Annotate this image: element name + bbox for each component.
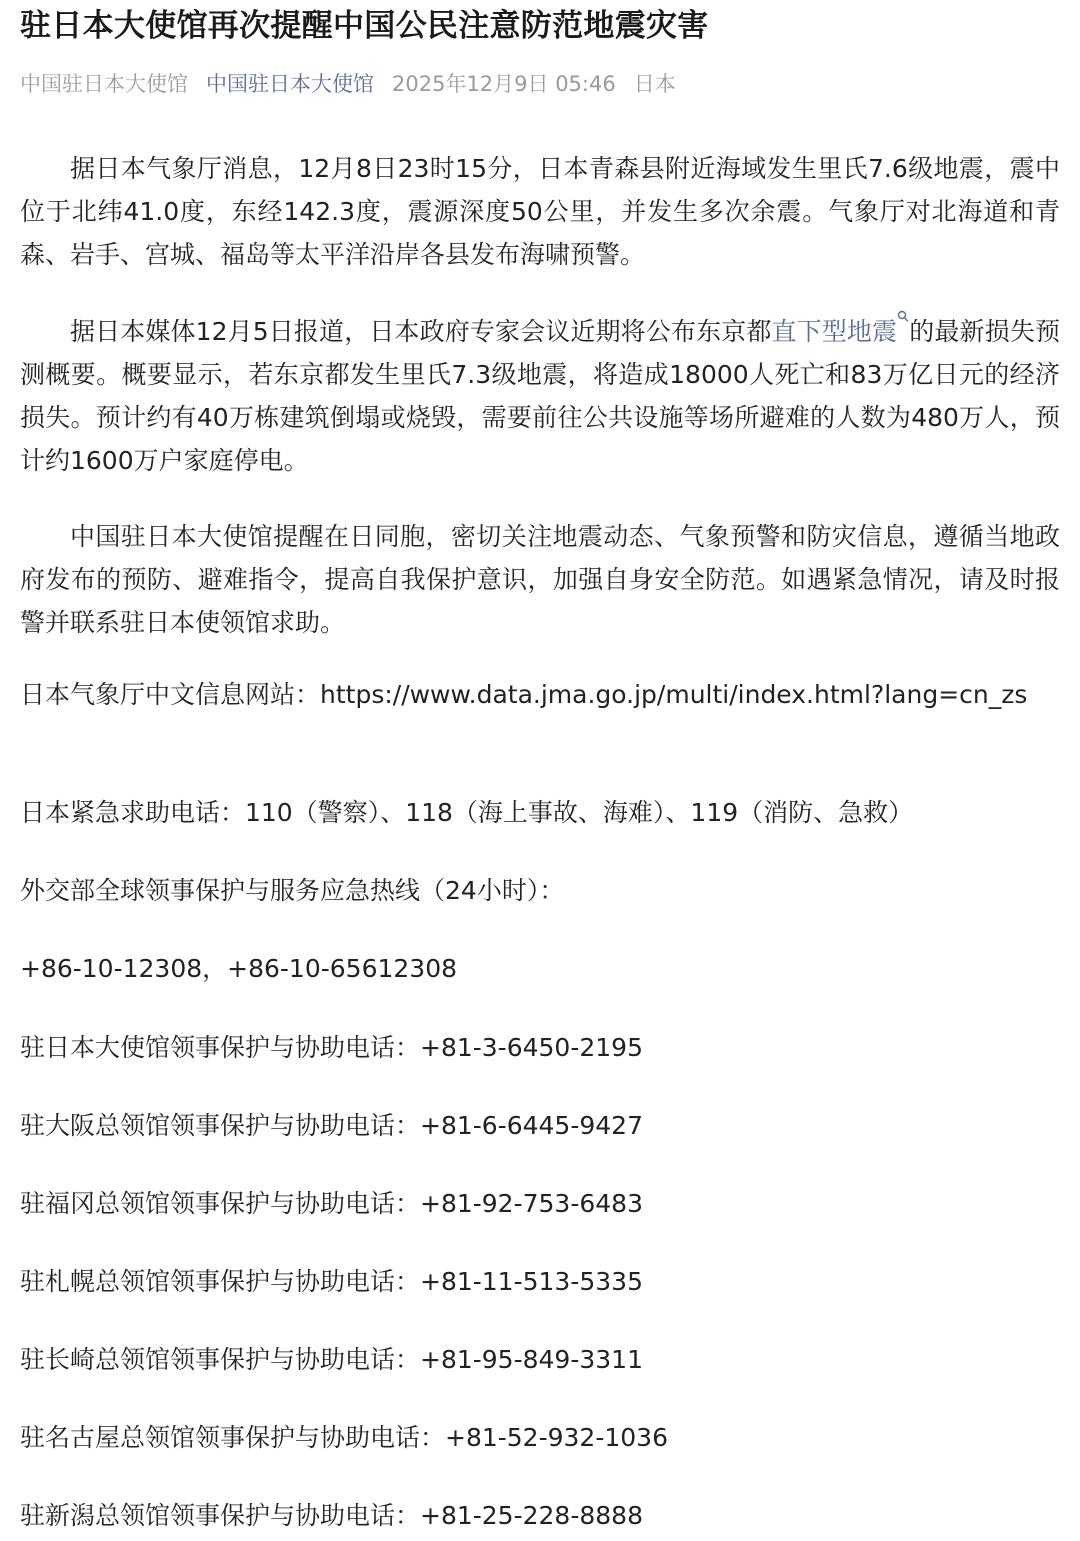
- article-title: 驻日本大使馆再次提醒中国公民注意防范地震灾害: [20, 8, 709, 44]
- paragraph-earthquake-report: 据日本气象厅消息，12月8日23时15分，日本青森县附近海域发生里氏7.6级地震，震中位于北纬41.0度，东经142.3度，震源深度50公里，并发生多次余震。气象厅对北海道和青森、岩手、宫城、福岛等太平洋沿岸各县发布海啸预警。: [20, 154, 1060, 269]
- niigata-phone-line: 驻新潟总领馆领事保护与协助电话：+81-25-228-8888: [20, 1501, 643, 1530]
- jma-website-line: 日本气象厅中文信息网站：https://www.data.jma.go.jp/multi/index.html?lang=cn_zs: [20, 680, 1028, 709]
- keyword-search-link[interactable]: [771, 317, 909, 346]
- fukuoka-phone-line: 驻福冈总领馆领事保护与协助电话：+81-92-753-6483: [20, 1189, 643, 1218]
- meta-source: 中国驻日本大使馆: [20, 72, 188, 96]
- keyword-link-text: 直下型地震: [771, 317, 898, 346]
- mfa-hotline-numbers: +86-10-12308，+86-10-65612308: [20, 954, 457, 983]
- nagasaki-phone-line: 驻长崎总领馆领事保护与协助电话：+81-95-849-3311: [20, 1345, 643, 1374]
- paragraph-text: 据日本媒体12月5日报道，日本政府专家会议近期将公布东京都: [70, 317, 772, 346]
- emergency-numbers-line: 日本紧急求助电话：110（警察）、118（海上事故、海难）、119（消防、急救）: [20, 798, 914, 827]
- embassy-phone-line: 驻日本大使馆领事保护与协助电话：+81-3-6450-2195: [20, 1033, 643, 1062]
- search-icon: [897, 310, 909, 332]
- sapporo-phone-line: 驻札幌总领馆领事保护与协助电话：+81-11-513-5335: [20, 1267, 643, 1296]
- paragraph-text: 的最新损失预测概要。概要显示，若东京都发生里氏7.3级地震，将造成18000人死亡和83万亿日元的经济损失。预计约有40万栋建筑倒塌或烧毁，需要前往公共设施等场所避难的人数为480万人，预计约1600万户家庭停电。: [20, 317, 1060, 475]
- meta-location: 日本: [633, 72, 676, 96]
- mfa-hotline-label: 外交部全球领事保护与服务应急热线（24小时）：: [20, 876, 565, 905]
- meta-account-link[interactable]: 中国驻日本大使馆: [206, 72, 374, 96]
- article-meta: [20, 66, 694, 102]
- paragraph-embassy-reminder: 中国驻日本大使馆提醒在日同胞，密切关注地震动态、气象预警和防灾信息，遵循当地政府发布的预防、避难指令，提高自我保护意识，加强自身安全防范。如遇紧急情况，请及时报警并联系驻日本使领馆求助。: [20, 522, 1060, 637]
- meta-datetime: 2025年12月9日 05:46: [392, 72, 616, 96]
- paragraph-tokyo-prediction: [20, 310, 1060, 482]
- osaka-phone-line: 驻大阪总领馆领事保护与协助电话：+81-6-6445-9427: [20, 1111, 643, 1140]
- nagoya-phone-line: 驻名古屋总领馆领事保护与协助电话：+81-52-932-1036: [20, 1423, 668, 1452]
